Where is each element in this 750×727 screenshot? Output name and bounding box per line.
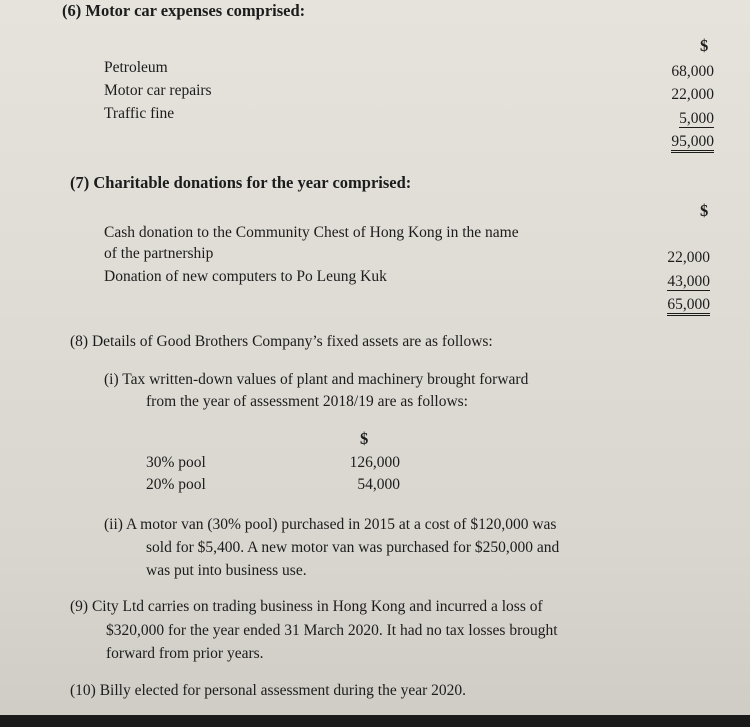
- s8-pool-30-amount: 126,000: [349, 454, 400, 471]
- s8-pool-20-amount: 54,000: [357, 476, 400, 493]
- s6-amount-repairs: 22,000: [671, 86, 714, 103]
- s7-item2-amount: 43,000: [667, 273, 710, 290]
- s6-item-repairs: Motor car repairs: [104, 82, 212, 99]
- s9-line2: $320,000 for the year ended 31 March 2020. It had no tax losses brought: [106, 622, 558, 639]
- s7-item2-label: Donation of new computers to Po Leung Kuk: [104, 268, 387, 285]
- s6-amount-traffic-fine: 5,000: [679, 110, 714, 127]
- s6-item-traffic-fine: Traffic fine: [104, 105, 175, 122]
- s8-ii-line1: (ii) A motor van (30% pool) purchased in 2015 at a cost of $120,000 was: [104, 516, 557, 533]
- s6-total: 95,000: [671, 133, 714, 153]
- s7-item1-line2: of the partnership: [104, 245, 214, 262]
- s8-pool-30-label: 30% pool: [146, 454, 206, 471]
- s7-item1-line1: Cash donation to the Community Chest of Hong Kong in the name: [104, 224, 519, 241]
- s6-currency: $: [700, 36, 709, 55]
- photo-bottom-edge: [0, 715, 750, 727]
- s10-line1: (10) Billy elected for personal assessment during the year 2020.: [70, 682, 466, 699]
- section-6-heading: (6) Motor car expenses comprised:: [62, 1, 306, 20]
- s8-pool-20-label: 20% pool: [146, 476, 206, 493]
- s9-line3: forward from prior years.: [106, 645, 264, 662]
- s8-i-line1: (i) Tax written-down values of plant and machinery brought forward: [104, 371, 529, 388]
- s7-currency: $: [700, 201, 709, 220]
- s8-ii-line2: sold for $5,400. A new motor van was purchased for $250,000 and: [146, 539, 560, 556]
- s6-amount-petroleum: 68,000: [671, 63, 714, 80]
- s7-total: 65,000: [667, 296, 710, 316]
- s6-item-petroleum: Petroleum: [104, 59, 168, 76]
- section-8-heading: (8) Details of Good Brothers Company’s fixed assets are as follows:: [70, 333, 493, 350]
- s7-item1-amount: 22,000: [667, 249, 710, 266]
- s8-ii-line3: was put into business use.: [146, 562, 307, 579]
- s8-currency: $: [360, 429, 369, 448]
- s9-line1: (9) City Ltd carries on trading business in Hong Kong and incurred a loss of: [70, 598, 543, 615]
- s8-i-line2: from the year of assessment 2018/19 are as follows:: [146, 393, 468, 410]
- section-7-heading: (7) Charitable donations for the year comprised:: [70, 173, 412, 192]
